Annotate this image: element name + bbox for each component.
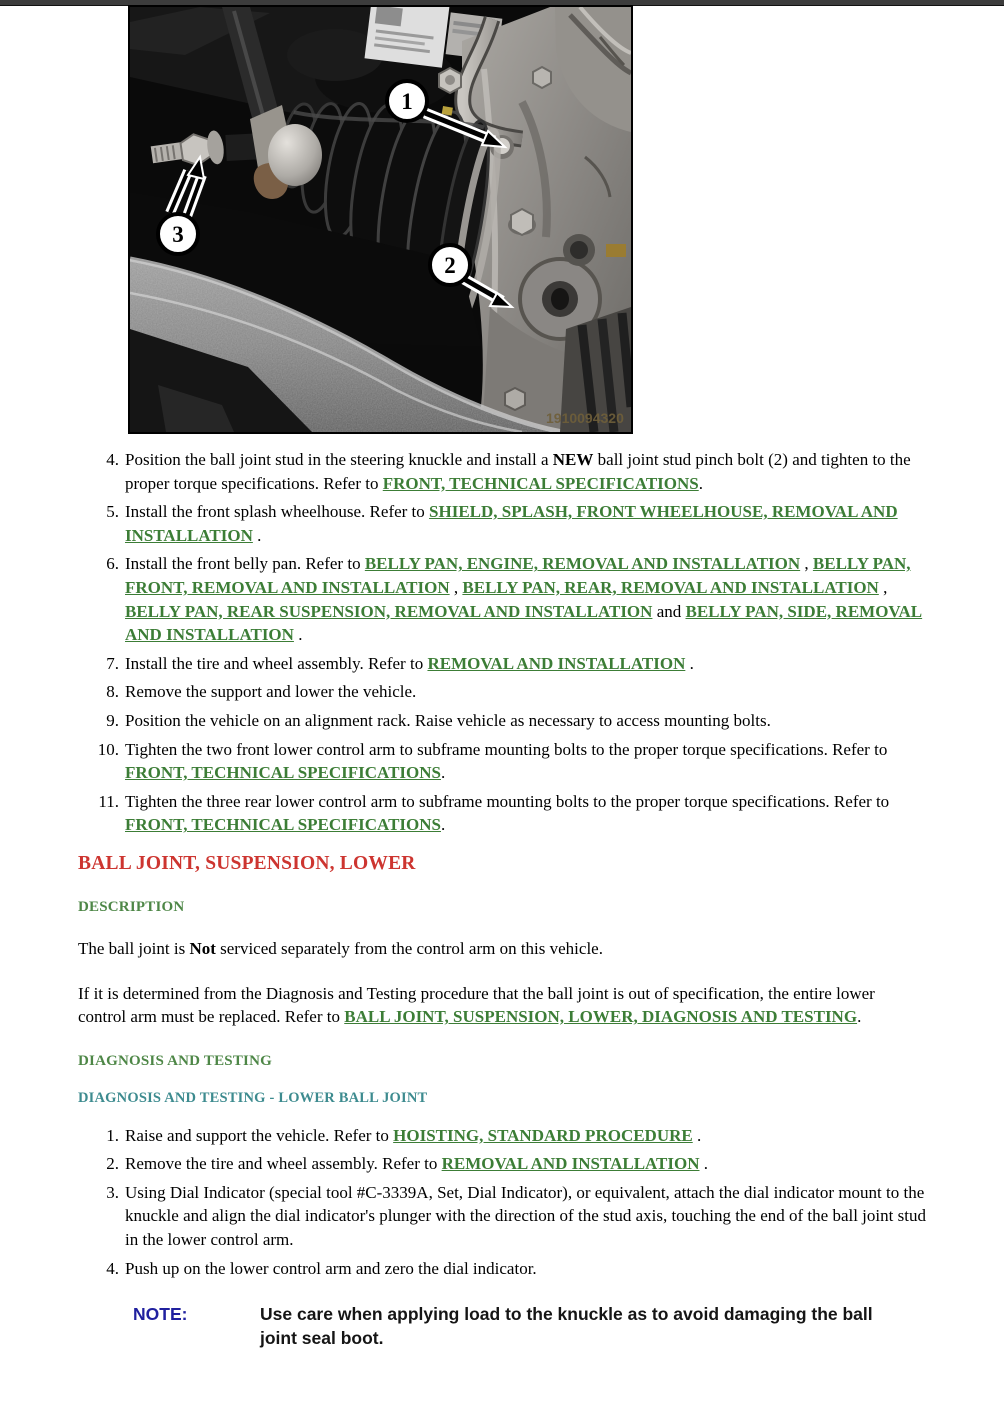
text-run: serviced separately from the control arm on this vehicle. bbox=[215, 938, 603, 958]
text-run: . bbox=[685, 653, 694, 673]
text-run: . bbox=[252, 525, 262, 545]
note-label: NOTE: bbox=[133, 1304, 188, 1325]
list-item bbox=[0, 680, 1004, 704]
text-run: , bbox=[800, 554, 813, 574]
list-item bbox=[0, 1152, 1004, 1176]
text-run: Push up on the lower control arm and zero the dial indicator. bbox=[125, 1258, 537, 1278]
callout-2-label: 2 bbox=[444, 253, 456, 278]
list-item-text bbox=[125, 1152, 708, 1176]
list-item bbox=[0, 500, 1004, 547]
text-run: . bbox=[293, 625, 303, 645]
list-item bbox=[0, 652, 1004, 676]
list-item-number: 9. bbox=[106, 710, 119, 730]
text-run: . bbox=[699, 1154, 708, 1174]
description-heading: DESCRIPTION bbox=[78, 898, 185, 915]
doc-link[interactable]: SHIELD, SPLASH, FRONT WHEELHOUSE, REMOVAL AND INSTALLATION bbox=[125, 502, 898, 545]
section-title: BALL JOINT, SUSPENSION, LOWER bbox=[78, 852, 416, 874]
text-run: Raise and support the vehicle. Refer to bbox=[125, 1125, 394, 1145]
diagnosis-subheading: DIAGNOSIS AND TESTING - LOWER BALL JOINT bbox=[78, 1089, 428, 1106]
list-item-text bbox=[125, 1181, 930, 1252]
document-content bbox=[0, 448, 1004, 1350]
doc-link[interactable]: BALL JOINT, SUSPENSION, LOWER, DIAGNOSIS AND TESTING bbox=[344, 1007, 858, 1027]
list-item bbox=[0, 1124, 1004, 1148]
list-item bbox=[0, 738, 1004, 785]
list-item-text bbox=[125, 1124, 701, 1148]
text-run: . bbox=[698, 473, 703, 493]
text-run: ball joint stud pinch bolt (2) and tighten to the proper torque specifications. Refer to bbox=[125, 450, 911, 493]
list-item bbox=[0, 552, 1004, 646]
list-item-number: 10. bbox=[97, 739, 119, 759]
note-block bbox=[133, 1302, 1004, 1350]
list-item-number: 7. bbox=[106, 653, 119, 673]
list-item bbox=[0, 790, 1004, 837]
doc-link[interactable]: BELLY PAN, REAR SUSPENSION, REMOVAL AND INSTALLATION bbox=[125, 601, 653, 621]
doc-link[interactable]: BELLY PAN, ENGINE, REMOVAL AND INSTALLATION bbox=[364, 554, 801, 574]
list-item bbox=[0, 709, 1004, 733]
list-item-number: 11. bbox=[98, 791, 119, 811]
list-item-number: 3. bbox=[106, 1182, 119, 1202]
list-item-text bbox=[125, 738, 930, 785]
text-run: . bbox=[440, 815, 446, 835]
bold-text: NEW bbox=[552, 450, 594, 469]
list-item-text bbox=[125, 790, 930, 837]
text-run: If it is determined from the Diagnosis and Testing procedure that the ball joint is out of specification, the entire lower control arm must be replaced. Refer to bbox=[78, 983, 875, 1027]
list-item-text bbox=[125, 680, 416, 704]
text-run: Install the front splash wheelhouse. Refer to bbox=[125, 502, 430, 522]
figure-photo bbox=[128, 5, 633, 434]
text-run: . bbox=[692, 1125, 702, 1145]
text-run: Install the front belly pan. Refer to bbox=[125, 554, 365, 574]
text-run: Remove the tire and wheel assembly. Refer to bbox=[125, 1154, 442, 1174]
list-item-number: 4. bbox=[106, 1258, 119, 1278]
text-run: . bbox=[440, 763, 446, 783]
description-paragraph-1 bbox=[78, 937, 923, 961]
text-run: , bbox=[449, 577, 463, 597]
text-run: Install the tire and wheel assembly. Refer to bbox=[125, 653, 428, 673]
doc-link[interactable]: REMOVAL AND INSTALLATION bbox=[427, 653, 686, 673]
callout-1 bbox=[387, 81, 427, 121]
text-run: Using Dial Indicator (special tool #C-3339A, Set, Dial Indicator), or equivalent, attach the dial indicator mount to the knuckle and align the dial indicator's plunger with the direction of the stud axis, touching the end of the ball joint stud in the lower control arm. bbox=[125, 1182, 926, 1250]
description-paragraph-2 bbox=[78, 982, 923, 1029]
list-item-number: 4. bbox=[106, 450, 119, 469]
list-item-text bbox=[125, 552, 930, 646]
doc-link[interactable]: REMOVAL AND INSTALLATION bbox=[441, 1154, 700, 1174]
doc-link[interactable]: BELLY PAN, SIDE, REMOVAL AND INSTALLATION bbox=[125, 601, 923, 645]
text-run: Remove the support and lower the vehicle. bbox=[125, 682, 417, 702]
doc-link[interactable]: FRONT, TECHNICAL SPECIFICATIONS bbox=[125, 763, 441, 783]
diagnosis-steps-list bbox=[0, 1124, 1004, 1281]
list-item-number: 1. bbox=[106, 1125, 119, 1145]
list-item bbox=[0, 1257, 1004, 1281]
list-item-text bbox=[125, 448, 930, 495]
note-text: Use care when applying load to the knuckle as to avoid damaging the ball joint seal boot. bbox=[260, 1304, 873, 1349]
doc-link[interactable]: HOISTING, STANDARD PROCEDURE bbox=[393, 1125, 693, 1145]
text-run: The ball joint is bbox=[78, 938, 190, 958]
doc-link[interactable]: FRONT, TECHNICAL SPECIFICATIONS bbox=[382, 473, 699, 493]
list-item bbox=[0, 1181, 1004, 1252]
text-run: Tighten the two front lower control arm to subframe mounting bolts to the proper torque specifications. Refer to bbox=[125, 739, 888, 759]
doc-link[interactable]: BELLY PAN, FRONT, REMOVAL AND INSTALLATION bbox=[125, 554, 911, 597]
diagnosis-heading: DIAGNOSIS AND TESTING bbox=[78, 1052, 272, 1069]
callout-3-label: 3 bbox=[172, 222, 184, 247]
list-item-number: 8. bbox=[106, 682, 119, 702]
text-run: . bbox=[857, 1007, 862, 1027]
callout-3 bbox=[158, 214, 198, 254]
text-run: and bbox=[652, 601, 686, 621]
text-run: Position the ball joint stud in the steering knuckle and install a bbox=[125, 450, 553, 469]
callout-1-label: 1 bbox=[401, 89, 413, 114]
doc-link[interactable]: BELLY PAN, REAR, REMOVAL AND INSTALLATION bbox=[462, 577, 879, 597]
list-item-text bbox=[125, 1257, 537, 1281]
list-item-number: 6. bbox=[106, 554, 119, 574]
install-steps-list bbox=[0, 448, 1004, 837]
photo-watermark: 1910094320 bbox=[546, 410, 624, 426]
suspension-photo-illustration bbox=[130, 7, 631, 432]
list-item-text bbox=[125, 652, 694, 676]
text-run: Position the vehicle on an alignment rack. Raise vehicle as necessary to access mounting bolts. bbox=[125, 710, 771, 730]
list-item bbox=[0, 448, 1004, 495]
list-item-number: 5. bbox=[106, 502, 119, 522]
text-run: Tighten the three rear lower control arm to subframe mounting bolts to the proper torque specifications. Refer to bbox=[125, 791, 890, 811]
doc-link[interactable]: FRONT, TECHNICAL SPECIFICATIONS bbox=[125, 815, 441, 835]
list-item-number: 2. bbox=[106, 1154, 119, 1174]
list-item-text bbox=[125, 709, 771, 733]
list-item-text bbox=[125, 500, 930, 547]
text-run: , bbox=[878, 577, 888, 597]
callout-2 bbox=[430, 245, 470, 285]
bold-text: Not bbox=[189, 938, 216, 958]
